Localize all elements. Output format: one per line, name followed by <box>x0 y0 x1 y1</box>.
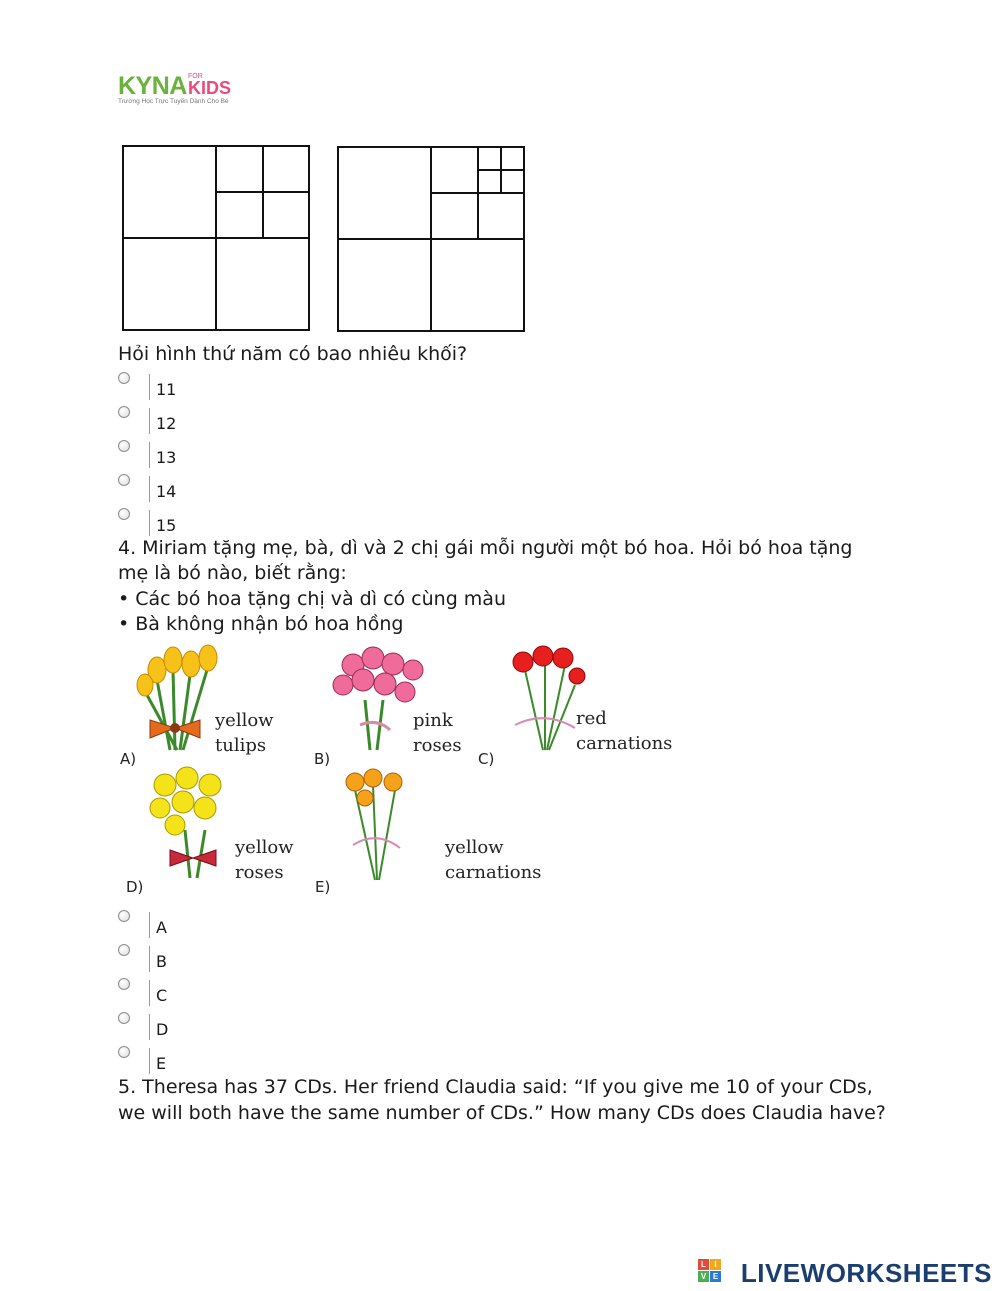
q4-option-c[interactable] <box>118 978 318 1008</box>
option-divider <box>149 476 150 502</box>
bouquet-c-color: red <box>576 708 607 729</box>
radio-button[interactable] <box>118 440 130 452</box>
radio-button[interactable] <box>118 406 130 418</box>
bouquet-a-label <box>215 708 274 758</box>
bouquet-d-label <box>235 835 294 885</box>
badge-letter-i: I <box>710 1259 721 1270</box>
bouquet-c-letter: C) <box>478 750 495 768</box>
bouquet-a-flower: tulips <box>215 735 267 756</box>
kyna-kids-logo <box>118 70 258 110</box>
badge-letter-e: E <box>710 1271 721 1282</box>
bouquet-e-label <box>445 835 541 885</box>
bouquet-d-yellow-roses-icon <box>150 767 221 878</box>
bouquet-b-letter: B) <box>314 750 331 768</box>
radio-button[interactable] <box>118 978 130 990</box>
option-label: 11 <box>156 380 177 399</box>
badge-letter-v: V <box>698 1271 709 1282</box>
question-4-prompt-line2: mẹ là bó nào, biết rằng: <box>118 562 347 584</box>
liveworksheets-logo-text: LIVEWORKSHEETS <box>740 1258 992 1288</box>
square-pattern-figures <box>118 140 538 336</box>
bouquet-e-color: yellow <box>445 837 504 858</box>
option-divider <box>149 912 150 938</box>
q3-option-3[interactable] <box>118 440 318 470</box>
option-label: 14 <box>156 482 177 501</box>
bouquet-e-flower: carnations <box>445 862 542 883</box>
option-label: A <box>156 918 167 937</box>
bouquet-a-letter: A) <box>120 750 137 768</box>
option-divider <box>149 408 150 434</box>
bouquet-c-flower: carnations <box>576 733 673 754</box>
q4-option-b[interactable] <box>118 944 318 974</box>
option-label: 15 <box>156 516 177 535</box>
option-divider <box>149 1048 150 1074</box>
option-label: 12 <box>156 414 177 433</box>
figure-five <box>338 147 524 331</box>
q3-option-5[interactable] <box>118 508 318 538</box>
option-divider <box>149 946 150 972</box>
question-4-bullet-2: • Bà không nhận bó hoa hồng <box>118 613 404 635</box>
q3-option-1[interactable] <box>118 372 318 402</box>
q4-option-d[interactable] <box>118 1012 318 1042</box>
question-4-prompt-line1: 4. Miriam tặng mẹ, bà, dì và 2 chị gái mỗi người một bó hoa. Hỏi bó hoa tặng <box>118 537 853 559</box>
question-4-bullet-1: • Các bó hoa tặng chị và dì có cùng màu <box>118 588 506 610</box>
option-divider <box>149 510 150 536</box>
bouquet-d-color: yellow <box>235 837 294 858</box>
bouquet-b-flower: roses <box>413 735 462 756</box>
bouquet-c-label <box>576 706 672 756</box>
option-divider <box>149 1014 150 1040</box>
liveworksheets-badge-icon <box>698 1259 722 1283</box>
bouquet-d-letter: D) <box>126 878 144 896</box>
bouquet-e-yellow-carnations-icon <box>346 769 402 880</box>
bouquet-a-yellow-tulips-icon <box>137 645 217 750</box>
radio-button[interactable] <box>118 372 130 384</box>
q3-option-2[interactable] <box>118 406 318 436</box>
option-divider <box>149 374 150 400</box>
option-label: B <box>156 952 167 971</box>
option-divider <box>149 442 150 468</box>
bouquet-illustrations <box>115 640 675 905</box>
option-divider <box>149 980 150 1006</box>
figure-four <box>123 146 309 330</box>
option-label: C <box>156 986 168 1005</box>
radio-button[interactable] <box>118 910 130 922</box>
bouquet-d-flower: roses <box>235 862 284 883</box>
bouquet-c-red-carnations-icon <box>513 646 585 750</box>
radio-button[interactable] <box>118 508 130 520</box>
q4-option-a[interactable] <box>118 910 318 940</box>
radio-button[interactable] <box>118 474 130 486</box>
question-5-line1: 5. Theresa has 37 CDs. Her friend Claudia said: “If you give me 10 of your CDs, <box>118 1076 873 1098</box>
radio-button[interactable] <box>118 944 130 956</box>
option-label: 13 <box>156 448 177 467</box>
option-label: E <box>156 1054 167 1073</box>
logo-tagline: Trường Học Trực Tuyến Dành Cho Bé <box>118 98 229 105</box>
option-label: D <box>156 1020 169 1039</box>
bouquet-b-color: pink <box>413 710 453 731</box>
bouquet-b-pink-roses-icon <box>333 647 423 750</box>
q4-option-e[interactable] <box>118 1046 318 1076</box>
radio-button[interactable] <box>118 1046 130 1058</box>
question-5-line2: we will both have the same number of CDs.” How many CDs does Claudia have? <box>118 1102 886 1124</box>
bouquet-e-letter: E) <box>315 878 331 896</box>
badge-letter-l: L <box>698 1259 709 1270</box>
logo-kyna-text: KYNA <box>118 72 187 100</box>
q3-option-4[interactable] <box>118 474 318 504</box>
logo-kids-text: KIDS <box>188 78 232 98</box>
radio-button[interactable] <box>118 1012 130 1024</box>
question-3-prompt: Hỏi hình thứ năm có bao nhiêu khối? <box>118 343 468 365</box>
bouquet-a-color: yellow <box>215 710 274 731</box>
bouquet-b-label <box>413 708 462 758</box>
logo-for-text: FOR <box>188 73 203 80</box>
